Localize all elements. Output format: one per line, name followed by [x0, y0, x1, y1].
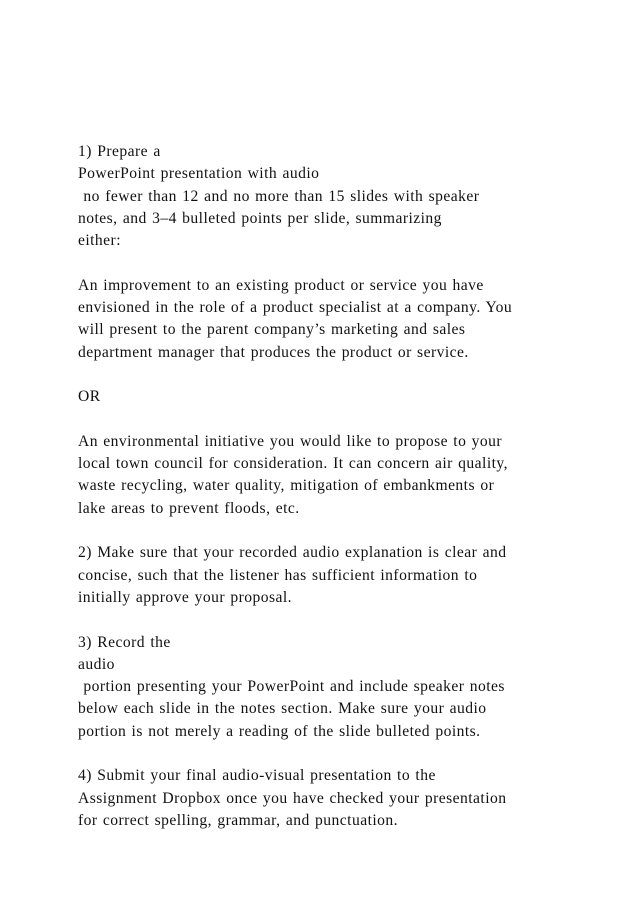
text-line: OR — [78, 388, 101, 406]
text-line: lake areas to prevent floods, etc. — [78, 499, 300, 517]
text-line: no fewer than 12 and no more than 15 slides with speaker — [78, 187, 480, 205]
text-line: will present to the parent company’s marketing and sales — [78, 321, 466, 339]
text-line: An environmental initiative you would like to propose to your — [78, 432, 503, 450]
text-line: 1) Prepare a — [78, 143, 161, 160]
paragraph-gap — [78, 252, 618, 274]
paragraph-gap — [78, 409, 618, 431]
text-line: concise, such that the listener has sufficient information to — [78, 566, 478, 584]
text-line: either: — [78, 232, 121, 250]
text-line: 3) Record the — [78, 633, 171, 651]
text-line: envisioned in the role of a product specialist at a company. You — [78, 299, 513, 317]
text-line: Assignment Dropbox once you have checked your presentation — [78, 789, 507, 807]
paragraph-step-2 — [78, 542, 618, 609]
text-line: portion is not merely a reading of the slide bulleted points. — [78, 722, 481, 740]
text-line: notes, and 3–4 bulleted points per slide, summarizing — [78, 209, 442, 227]
paragraph-step-4 — [78, 765, 618, 832]
paragraph-or — [78, 386, 618, 408]
text-line: PowerPoint presentation with audio — [78, 165, 320, 183]
text-line: for correct spelling, grammar, and punctuation. — [78, 811, 398, 829]
text-line: initially approve your proposal. — [78, 588, 293, 606]
text-line: waste recycling, water quality, mitigation of embankments or — [78, 477, 495, 495]
paragraph-gap — [78, 743, 618, 765]
paragraph-gap — [78, 520, 618, 542]
paragraph-gap — [78, 364, 618, 386]
paragraph-step-1 — [78, 141, 618, 252]
text-line: 4) Submit your final audio-visual presentation to the — [78, 767, 436, 785]
text-line: local town council for consideration. It can concern air quality, — [78, 455, 508, 473]
text-line: audio — [78, 655, 115, 673]
assignment-text — [78, 141, 618, 832]
text-line: department manager that produces the product or service. — [78, 343, 469, 361]
paragraph-option-a — [78, 275, 618, 364]
text-line: below each slide in the notes section. Make sure your audio — [78, 700, 487, 718]
text-line: 2) Make sure that your recorded audio explanation is clear and — [78, 544, 507, 562]
paragraph-option-b — [78, 431, 618, 520]
paragraph-step-3 — [78, 632, 618, 743]
paragraph-gap — [78, 609, 618, 631]
text-line: portion presenting your PowerPoint and include speaker notes — [78, 678, 505, 696]
text-line: An improvement to an existing product or service you have — [78, 276, 484, 294]
